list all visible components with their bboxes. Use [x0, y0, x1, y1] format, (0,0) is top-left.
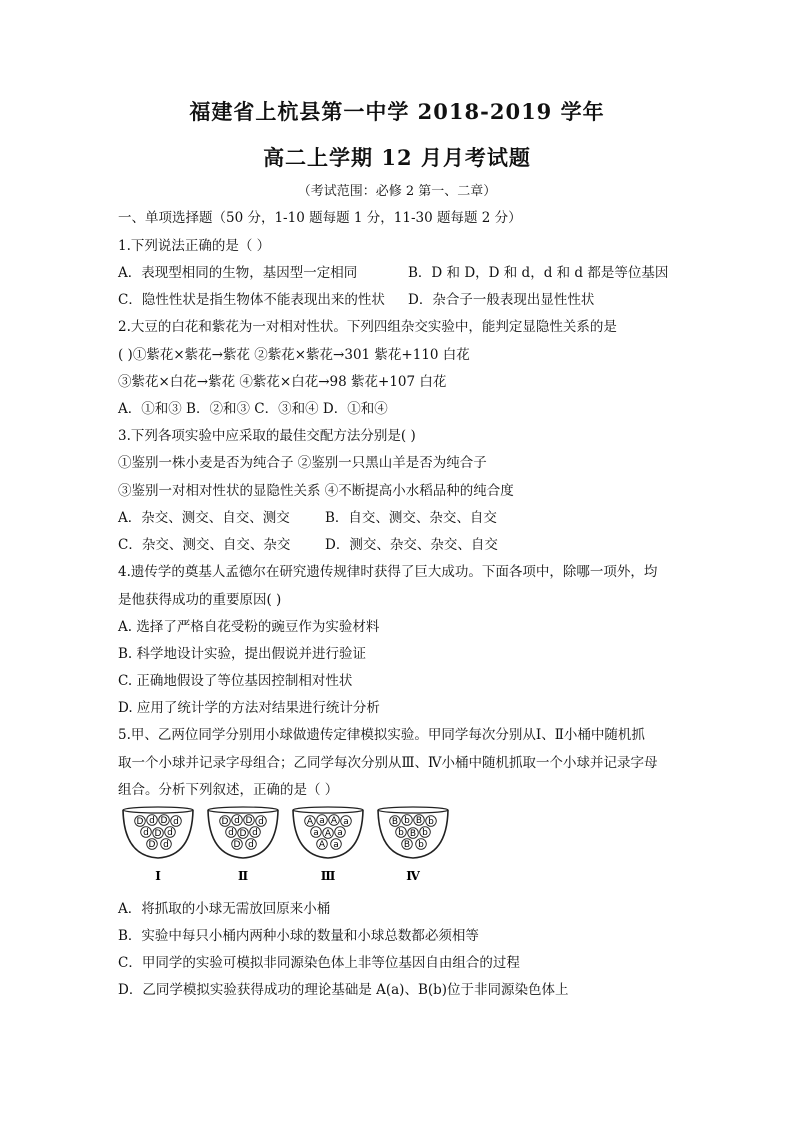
ball [341, 816, 352, 828]
ball [256, 816, 267, 828]
q2-stem: 2.大豆的白花和紫花为一对相对性状。下列四组杂交实验中，能判定显隐性关系的是 [118, 319, 617, 335]
ball-letter: b [398, 828, 404, 839]
ball-letter: A [324, 829, 332, 840]
q3-line3: ③鉴别一对相对性状的显隐性关系 ④不断提高小水稻品种的纯合度 [118, 483, 514, 499]
ball-letter: d [234, 816, 240, 827]
exam-title-line2: 高二上学期 12 月月考试题 [263, 145, 531, 170]
ball [416, 839, 427, 851]
ball-letter: D [148, 840, 156, 851]
ball [402, 839, 413, 851]
urn-1 [123, 807, 193, 883]
ball [250, 827, 261, 839]
q5-option-c: C．甲同学的实验可模拟非同源染色体上非等位基因自由组合的过程 [118, 955, 520, 971]
ball [329, 815, 340, 827]
q2-options: A．①和③ B．②和③ C．③和④ D．①和④ [118, 401, 388, 417]
q5-option-d: D．乙同学模拟实验获得成功的理论基础是 A(a)、B(b)位于非同源染色体上 [118, 982, 569, 998]
ball-letter: d [167, 828, 173, 839]
ball-letter: B [403, 840, 411, 851]
ball-letter: D [154, 829, 162, 840]
ball [238, 828, 249, 840]
q5-stem-line2: 取一个小球并记录字母组合；乙同学每次分别从Ⅲ、Ⅳ小桶中随机抓取一个小球并记录字母 [118, 755, 658, 771]
ball [135, 816, 146, 828]
ball [244, 815, 255, 827]
q1-option-b: B．D 和 D，D 和 d，d 和 d 都是等位基因 [408, 265, 669, 281]
ball [408, 828, 419, 840]
ball-letter: D [160, 816, 168, 827]
ball-letter: d [258, 817, 264, 828]
ball [232, 815, 243, 827]
ball [147, 839, 158, 851]
ball-letter: b [422, 828, 428, 839]
ball [402, 815, 413, 827]
ball [171, 816, 182, 828]
ball-letter: D [239, 829, 247, 840]
q1-option-c: C．隐性性状是指生物体不能表现出来的性状 [118, 292, 385, 308]
urn-label: Ⅲ [320, 869, 336, 883]
ball-letter: B [391, 817, 399, 828]
ball [147, 815, 158, 827]
ball-letter: D [221, 817, 229, 828]
ball-letter: A [318, 840, 326, 851]
ball [165, 827, 176, 839]
q1-option-a: A．表现型相同的生物，基因型一定相同 [118, 265, 358, 281]
q4-option-d: D. 应用了统计学的方法对结果进行统计分析 [118, 700, 380, 716]
ball-letter: d [173, 817, 179, 828]
ball [317, 815, 328, 827]
q5-option-b: B．实验中每只小桶内两种小球的数量和小球总数都必须相等 [118, 928, 479, 944]
ball [420, 827, 431, 839]
ball [246, 839, 257, 851]
ball [390, 816, 401, 828]
exam-scope: （考试范围：必修 2 第一、二章） [297, 184, 497, 199]
q5-stem-line1: 5.甲、乙两位同学分别用小球做遗传定律模拟实验。甲同学每次分别从Ⅰ、Ⅱ小桶中随机抓 [118, 727, 645, 743]
q4-option-c: C. 正确地假设了等位基因控制相对性状 [118, 673, 353, 689]
q3-option-d: D．测交、杂交、杂交、自交 [325, 537, 498, 553]
urn-rim [208, 807, 278, 813]
ball-letter: b [428, 817, 434, 828]
ball-letter: d [228, 828, 234, 839]
urn-label: Ⅳ [406, 869, 420, 883]
urn-rim [293, 807, 363, 813]
ball-letter: B [415, 816, 423, 827]
ball-letter: B [409, 829, 417, 840]
ball-letter: d [149, 816, 155, 827]
ball-letter: d [248, 840, 254, 851]
ball-letter: a [313, 828, 319, 839]
ball [161, 839, 172, 851]
ball-letter: A [330, 816, 338, 827]
q3-option-b: B．自交、测交、杂交、自交 [325, 510, 497, 526]
q2-line3: ③紫花×白花→紫花 ④紫花×白花→98 紫花+107 白花 [118, 374, 447, 390]
ball [335, 827, 346, 839]
q4-option-b: B. 科学地设计实验，提出假说并进行验证 [118, 646, 367, 662]
urn-label: Ⅰ [155, 869, 161, 883]
q5-stem-line3: 组合。分析下列叙述，正确的是（ ） [118, 782, 339, 798]
q4-stem-line2: 是他获得成功的重要原因( ) [118, 592, 282, 608]
ball [232, 839, 243, 851]
ball [226, 827, 237, 839]
ball [220, 816, 231, 828]
ball [311, 827, 322, 839]
ball [317, 839, 328, 851]
exam-title-line1: 福建省上杭县第一中学 2018-2019 学年 [189, 99, 605, 124]
q3-stem: 3.下列各项实验中应采取的最佳交配方法分别是( ) [118, 428, 416, 444]
ball-letter: D [245, 816, 253, 827]
ball [153, 828, 164, 840]
q2-line2: ( )①紫花×紫花→紫花 ②紫花×紫花→301 紫花+110 白花 [118, 347, 470, 363]
urn-label: Ⅱ [237, 869, 249, 883]
q3-line2: ①鉴别一株小麦是否为纯合子 ②鉴别一只黑山羊是否为纯合子 [118, 455, 487, 471]
ball-letter: d [163, 840, 169, 851]
q4-stem-line1: 4.遗传学的奠基人孟德尔在研究遗传规律时获得了巨大成功。下面各项中，除哪一项外，均 [118, 564, 658, 580]
urn-rim [378, 807, 448, 813]
urn-4 [378, 807, 448, 883]
ball [426, 816, 437, 828]
ball-letter: a [319, 816, 325, 827]
ball-letter: D [136, 817, 144, 828]
q3-option-a: A．杂交、测交、自交、测交 [118, 510, 290, 526]
urn-3 [293, 807, 363, 883]
q5-option-a: A．将抓取的小球无需放回原来小桶 [118, 901, 331, 917]
ball-letter: a [343, 817, 349, 828]
q5-urn-figure [122, 806, 462, 886]
ball-letter: a [333, 840, 339, 851]
q1-option-d: D．杂合子一般表现出显性性状 [408, 292, 595, 308]
ball-letter: b [418, 840, 424, 851]
ball [305, 816, 316, 828]
q1-stem: 1.下列说法正确的是（ ） [118, 238, 271, 254]
ball-letter: b [404, 816, 410, 827]
ball-letter: d [252, 828, 258, 839]
ball [141, 827, 152, 839]
ball-letter: D [233, 840, 241, 851]
ball-letter: d [143, 828, 149, 839]
ball [331, 839, 342, 851]
ball [396, 827, 407, 839]
section-heading: 一、单项选择题（50 分，1-10 题每题 1 分，11-30 题每题 2 分） [118, 210, 522, 226]
ball-letter: a [337, 828, 343, 839]
q3-option-c: C．杂交、测交、自交、杂交 [118, 537, 291, 553]
urn-rim [123, 807, 193, 813]
ball [414, 815, 425, 827]
ball [159, 815, 170, 827]
q4-option-a: A. 选择了严格自花受粉的豌豆作为实验材料 [118, 619, 380, 635]
urn-2 [208, 807, 278, 883]
ball [323, 828, 334, 840]
ball-letter: A [306, 817, 314, 828]
